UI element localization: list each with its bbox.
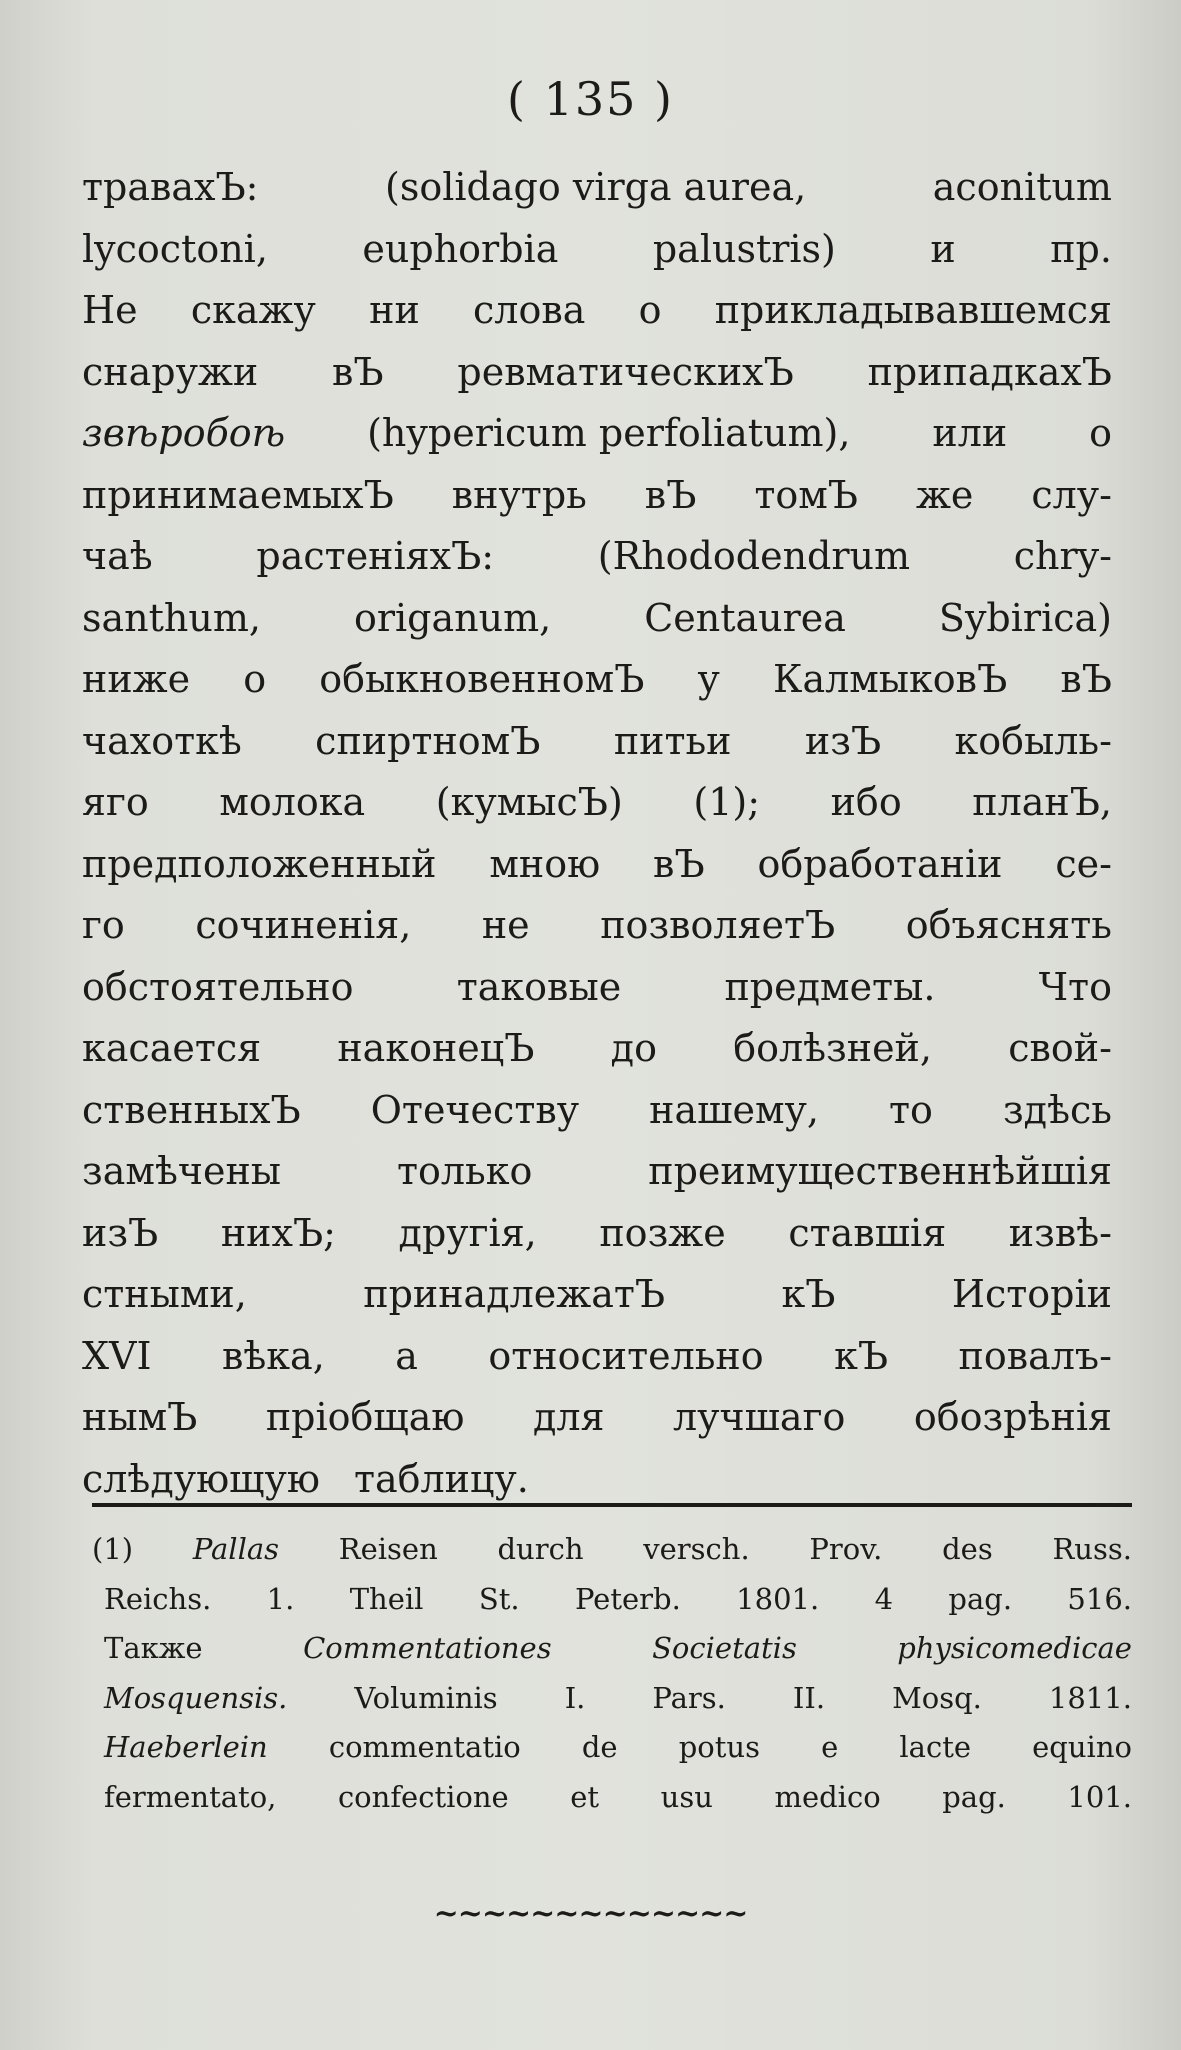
footnote-word: 1811.	[1048, 1680, 1132, 1715]
body-word: chry-	[1013, 534, 1112, 578]
body-word: обработанiи	[757, 841, 1003, 886]
body-word: объяснять	[905, 903, 1112, 947]
footnote-word: Pallas	[192, 1532, 280, 1566]
footnote-word: Reichs.	[104, 1581, 212, 1616]
footnote-word: Reisen	[338, 1532, 438, 1566]
body-line	[82, 1149, 1112, 1211]
body-word: вЪ	[1060, 657, 1112, 701]
body-word: у	[697, 657, 720, 701]
body-word: только	[396, 1149, 533, 1193]
body-line	[82, 1272, 1112, 1334]
body-word: о	[243, 657, 267, 701]
body-word: сочиненiя,	[195, 903, 412, 947]
body-line	[82, 657, 1112, 719]
body-word: пр.	[1050, 226, 1112, 271]
body-word: принимаемыхЪ	[82, 472, 394, 517]
body-word: вЪ	[332, 349, 384, 394]
body-word: кЪ	[834, 1333, 889, 1378]
body-line	[82, 227, 1112, 289]
body-word: свой-	[1008, 1026, 1112, 1070]
body-word: Centaurea	[644, 595, 846, 640]
footnote-word: Voluminis	[354, 1680, 498, 1715]
body-line	[82, 842, 1112, 904]
body-word: КалмыковЪ	[773, 657, 1008, 701]
body-word: XVI	[82, 1333, 152, 1378]
body-word: се-	[1055, 841, 1112, 886]
body-word: обстоятельно	[82, 964, 354, 1009]
body-word: Что	[1038, 964, 1112, 1009]
body-line	[82, 1457, 1112, 1519]
footnote-word: Mosq.	[892, 1680, 982, 1715]
body-line	[82, 411, 1112, 473]
footnote-word: Также	[104, 1631, 203, 1665]
body-word: для	[532, 1395, 605, 1439]
end-ornament: ~~~~~~~~~~~~~	[433, 1896, 748, 1931]
footnote-word: confectione	[337, 1779, 509, 1814]
footnote-line	[92, 1681, 1132, 1731]
footnote-word: Theil	[349, 1581, 424, 1616]
body-line	[82, 780, 1112, 842]
body-word: травахЪ:	[82, 165, 259, 209]
body-word: молока	[219, 780, 366, 824]
footnote-word: physicomedicae	[897, 1631, 1132, 1665]
body-word: ниже	[82, 657, 191, 701]
body-word: нашему,	[649, 1087, 819, 1132]
footnote-word: (1)	[92, 1532, 134, 1566]
footnote-line	[92, 1730, 1132, 1780]
body-line	[82, 288, 1112, 350]
body-word: (solidago virga aurea,	[385, 165, 807, 209]
body-word: Sybirica)	[938, 595, 1112, 640]
body-word: звѣробоѣ	[82, 411, 286, 455]
body-word: позволяетЪ	[600, 903, 836, 947]
body-word: же	[915, 472, 974, 517]
body-word: вЪ	[653, 841, 705, 886]
footnote-word: potus	[678, 1730, 760, 1764]
body-word: наконецЪ	[337, 1026, 535, 1070]
body-word: о	[1089, 411, 1112, 455]
body-word: lycoctoni,	[82, 226, 268, 271]
footnote-word: I.	[564, 1680, 586, 1715]
body-word: снаружи	[82, 349, 259, 394]
body-word: то	[889, 1087, 933, 1132]
body-word: обыкновенномЪ	[319, 657, 645, 701]
footnote-word: 4	[874, 1581, 894, 1616]
footnote-word: 1.	[266, 1581, 295, 1616]
body-word: о	[638, 288, 662, 332]
body-word: питьи	[613, 718, 732, 763]
body-line	[82, 1088, 1112, 1150]
body-word: спиртномЪ	[315, 718, 541, 763]
body-word: предположенный	[82, 841, 437, 886]
body-word: и	[930, 226, 956, 271]
body-word: предметы.	[724, 964, 936, 1009]
footnote-word: et	[570, 1779, 600, 1814]
body-line	[82, 596, 1112, 658]
body-word: кобыль-	[954, 718, 1112, 763]
footnote-line	[92, 1532, 1132, 1582]
body-word: прiобщаю	[265, 1395, 465, 1439]
body-word: santhum,	[82, 595, 261, 640]
body-word: не	[481, 903, 530, 947]
body-word: origanum,	[353, 595, 552, 640]
body-word: ственныхЪ	[82, 1087, 301, 1132]
body-word: позже	[599, 1210, 726, 1255]
page-number: ( 135 )	[507, 72, 674, 126]
body-word: изЪ	[82, 1210, 159, 1255]
body-word: нымЪ	[82, 1395, 198, 1439]
footnote-word: de	[581, 1730, 618, 1764]
body-line	[82, 719, 1112, 781]
body-word: припадкахЪ	[867, 349, 1112, 394]
body-word: касается	[82, 1026, 262, 1070]
footnote-word: Peterb.	[574, 1581, 681, 1616]
body-word: слу-	[1031, 472, 1112, 517]
body-word: другiя,	[398, 1210, 537, 1255]
body-word: здѣсь	[1002, 1087, 1112, 1132]
body-word: растенiяхЪ:	[256, 534, 495, 578]
body-line	[82, 965, 1112, 1027]
body-word: ставшiя	[788, 1210, 947, 1255]
body-word: го	[82, 903, 125, 947]
footnote-word: durch	[497, 1532, 584, 1566]
body-word: а	[395, 1333, 418, 1378]
body-line	[82, 165, 1112, 227]
body-word: (1);	[693, 780, 761, 824]
footnote-word: e	[821, 1730, 839, 1764]
body-word: томЪ	[754, 472, 858, 517]
body-word: (кумысЪ)	[435, 780, 623, 824]
footnote-word: 101.	[1067, 1779, 1132, 1814]
body-word: прикладывавшемся	[714, 288, 1112, 332]
body-word: мною	[489, 841, 601, 886]
footnote-word: commentatio	[328, 1730, 521, 1764]
body-word: слова	[473, 288, 586, 332]
body-word: изЪ	[804, 718, 882, 763]
body-line	[82, 1211, 1112, 1273]
body-word: Не	[82, 288, 138, 332]
footnote-word: Prov.	[809, 1532, 883, 1566]
footnote-word: II.	[792, 1680, 826, 1715]
body-word: повалъ-	[958, 1333, 1112, 1378]
body-word: (hypericum perfoliatum),	[367, 411, 851, 455]
body-word: до	[610, 1026, 657, 1070]
body-word: чаѣ	[82, 534, 153, 578]
body-word: вѣка,	[221, 1333, 325, 1378]
footnote-word: des	[942, 1532, 993, 1566]
footnote-word: usu	[660, 1779, 713, 1814]
body-word: чахоткѣ	[82, 718, 242, 763]
body-line	[82, 350, 1112, 412]
body-word: таблицу.	[353, 1456, 529, 1501]
body-word: внутрь	[451, 472, 587, 517]
footnote-rule	[92, 1503, 1132, 1507]
body-word: кЪ	[781, 1272, 836, 1316]
body-word: или	[932, 411, 1008, 455]
footnote-line	[92, 1631, 1132, 1681]
body-line	[82, 1395, 1112, 1457]
body-line	[82, 1026, 1112, 1088]
body-word: aconitum	[932, 165, 1112, 209]
body-word: планЪ,	[972, 780, 1112, 824]
body-word: ибо	[830, 780, 902, 824]
body-word: вЪ	[644, 472, 697, 517]
body-word: ни	[369, 288, 420, 332]
body-word: нихЪ;	[220, 1210, 336, 1255]
body-word: лучшаго	[672, 1395, 846, 1439]
body-word: извѣ-	[1008, 1210, 1112, 1255]
footnote-word: Pars.	[652, 1680, 726, 1715]
body-word: palustris)	[652, 226, 836, 271]
footnote-word: 516.	[1067, 1581, 1132, 1616]
footnote-word: St.	[478, 1581, 520, 1616]
footnote-word: Commentationes	[303, 1631, 552, 1665]
footnote-word: medico	[774, 1779, 881, 1814]
body-word: слѣдующую	[82, 1456, 320, 1501]
footnote-word: Russ.	[1052, 1532, 1132, 1566]
body-word: относительно	[488, 1333, 764, 1378]
footnote-word: 1801.	[736, 1581, 820, 1616]
footnote-word: Societatis	[652, 1631, 797, 1665]
body-line	[82, 1334, 1112, 1396]
body-word: скажу	[190, 288, 316, 332]
footnote-word: versch.	[643, 1532, 750, 1566]
footnote-line	[92, 1582, 1132, 1632]
body-line	[82, 534, 1112, 596]
footnote-word: fermentato,	[104, 1779, 277, 1814]
body-word: болѣзней,	[733, 1026, 932, 1070]
footnote-word: lacte	[899, 1730, 972, 1764]
body-text	[82, 165, 1112, 1518]
body-word: принадлежатЪ	[363, 1272, 666, 1316]
footnote-word: Haeberlein	[104, 1730, 268, 1764]
footnote-word: Mosquensis.	[104, 1680, 288, 1715]
body-word: преимущественнѣйшiя	[648, 1149, 1112, 1193]
body-word: замѣчены	[82, 1149, 282, 1193]
body-line	[82, 903, 1112, 965]
body-word: яго	[82, 780, 149, 824]
body-word: ревматическихЪ	[457, 349, 794, 394]
body-word: таковые	[456, 964, 622, 1009]
footnote-line	[92, 1780, 1132, 1830]
footnote-word: equino	[1032, 1730, 1132, 1764]
body-word: обозрѣнiя	[913, 1395, 1112, 1439]
footnote	[92, 1532, 1132, 1829]
body-word: Исторiи	[951, 1272, 1112, 1316]
body-word: Отечеству	[370, 1087, 580, 1132]
body-word: (Rhododendrum	[597, 534, 911, 578]
body-word: стными,	[82, 1272, 247, 1316]
footnote-word: pag.	[948, 1581, 1013, 1616]
body-word: euphorbia	[362, 226, 559, 271]
footnote-word: pag.	[942, 1779, 1006, 1814]
body-line	[82, 473, 1112, 535]
